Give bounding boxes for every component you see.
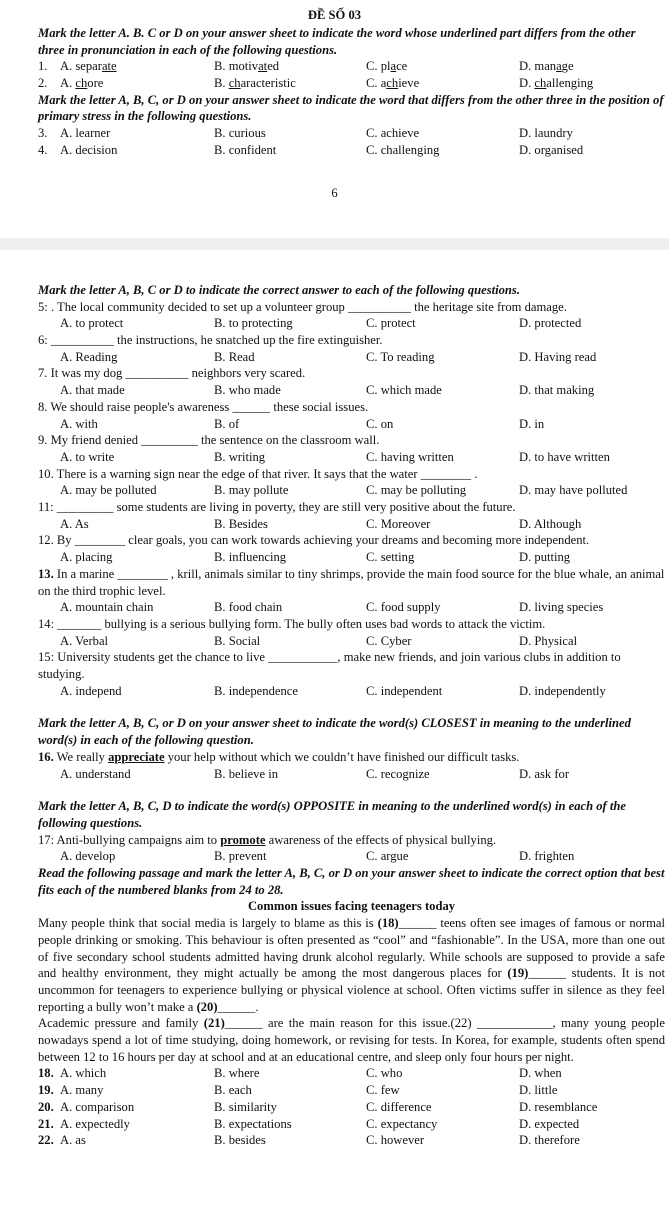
option-d: D. challenging: [519, 76, 594, 91]
instruction-closest-meaning: Mark the letter A, B, C, or D on your answer sheet to indicate the word(s) CLOSEST in meaning to the underlined word(s) in each of the following question.: [38, 716, 631, 748]
option-b: B. Social: [214, 633, 261, 648]
option-b: B. to protecting: [214, 316, 293, 331]
option-c: C. achieve: [366, 126, 420, 141]
option-a: A. decision: [60, 142, 118, 157]
option-a: A. develop: [60, 849, 116, 864]
option-d: D. frighten: [519, 849, 575, 864]
instruction-passage: Read the following passage and mark the letter A, B, C, or D on your answer sheet to indicate the correct option that best fits each of the numbered blanks from 24 to 28.: [38, 866, 665, 897]
option-c: C. independent: [366, 683, 443, 698]
option-d: D. Although: [519, 516, 582, 531]
question-number: 20.: [38, 1099, 54, 1114]
answer-row-19: [38, 1082, 665, 1099]
options-row: [38, 683, 665, 700]
question-stem: 13. In a marine ________ , krill, animals similar to tiny shrimps, provide the main food source for the blue whale, an animal on the third trophic level.: [38, 566, 665, 598]
options-row: [38, 516, 665, 533]
options-row: [38, 416, 665, 433]
option-c: C. food supply: [366, 600, 441, 615]
option-c: C. challenging: [366, 142, 440, 157]
option-d: D. to have written: [519, 449, 610, 464]
option-c: C. expectancy: [366, 1116, 438, 1131]
option-a: A. comparison: [60, 1099, 135, 1114]
option-a: A. understand: [60, 766, 131, 781]
option-d: D. manage: [519, 59, 574, 74]
option-c: C. recognize: [366, 766, 430, 781]
option-a: A. Reading: [60, 349, 118, 364]
option-a: A. As: [60, 516, 89, 531]
option-c: C. few: [366, 1083, 400, 1098]
option-b: B. Read: [214, 349, 255, 364]
option-a: A. as: [60, 1133, 86, 1148]
question-stem: 11: _________ some students are living in poverty, they are still very positive about the future.: [38, 500, 516, 515]
option-d: D. expected: [519, 1116, 580, 1131]
option-b: B. influencing: [214, 550, 287, 565]
option-a: A. Verbal: [60, 633, 109, 648]
option-a: A. many: [60, 1083, 104, 1098]
option-d: D. ask for: [519, 766, 570, 781]
options-row: [38, 633, 665, 650]
option-d: D. in: [519, 416, 545, 431]
option-b: B. besides: [214, 1133, 266, 1148]
page-number: 6: [331, 185, 338, 200]
option-c: C. To reading: [366, 349, 435, 364]
option-a: A. expectedly: [60, 1116, 130, 1131]
option-a: A. learner: [60, 126, 111, 141]
option-b: B. similarity: [214, 1099, 277, 1114]
option-d: D. living species: [519, 600, 604, 615]
option-c: C. on: [366, 416, 394, 431]
option-d: D. little: [519, 1083, 558, 1098]
option-a: A. independ: [60, 683, 122, 698]
options-row: [38, 848, 665, 865]
question-number: 1.: [38, 59, 48, 74]
options-row: [38, 549, 665, 566]
option-a: A. mountain chain: [60, 600, 154, 615]
option-b: B. food chain: [214, 600, 283, 615]
option-c: C. place: [366, 59, 408, 74]
option-a: A. may be polluted: [60, 483, 157, 498]
option-d: D. may have polluted: [519, 483, 628, 498]
question-17: 17: Anti-bullying campaigns aim to promote awareness of the effects of physical bullying.: [38, 832, 497, 847]
answer-row-20: [38, 1099, 665, 1116]
option-b: B. expectations: [214, 1116, 292, 1131]
option-c: C. however: [366, 1133, 425, 1148]
question-stem: 10. There is a warning sign near the edge of that river. It says that the water ________ .: [38, 466, 478, 481]
option-c: C. Moreover: [366, 516, 431, 531]
question-stem: 14: _______ bullying is a serious bullying form. The bully often uses bad words to attack the victim.: [38, 616, 546, 631]
option-c: C. difference: [366, 1099, 432, 1114]
option-d: D. Physical: [519, 633, 578, 648]
option-b: B. motivated: [214, 59, 280, 74]
option-d: D. laundry: [519, 126, 573, 141]
option-c: C. having written: [366, 449, 454, 464]
option-b: B. of: [214, 416, 240, 431]
question-stem: 5: . The local community decided to set up a volunteer group __________ the heritage site from damage.: [38, 299, 567, 314]
page-break: [0, 238, 669, 250]
option-b: B. each: [214, 1083, 252, 1098]
option-c: C. which made: [366, 383, 442, 398]
question-number: 22.: [38, 1133, 54, 1148]
passage-title: Common issues facing teenagers today: [247, 899, 456, 914]
question-stem: 8. We should raise people's awareness ______ these social issues.: [38, 399, 369, 414]
question-number: 18.: [38, 1066, 54, 1081]
answer-row-22: [38, 1132, 665, 1149]
question-stem: 9. My friend denied _________ the sentence on the classroom wall.: [38, 433, 380, 448]
instruction-stress: Mark the letter A, B, C, or D on your answer sheet to indicate the word that differs from the other three in the position of primary stress in the following questions.: [38, 92, 664, 124]
option-b: B. confident: [214, 142, 277, 157]
options-row: [38, 599, 665, 616]
option-b: B. curious: [214, 126, 266, 141]
underlined-word: promote: [220, 832, 266, 847]
question-number: 19.: [38, 1083, 54, 1098]
option-a: A. separate: [60, 59, 117, 74]
underlined-word: appreciate: [108, 749, 165, 764]
question-2: [38, 75, 665, 92]
question-1: [38, 58, 665, 75]
option-d: D. when: [519, 1066, 562, 1081]
answer-row-18: [38, 1065, 665, 1082]
option-d: D. that making: [519, 383, 595, 398]
options-row: [38, 315, 665, 332]
option-d: D. protected: [519, 316, 582, 331]
option-d: D. therefore: [519, 1133, 580, 1148]
answer-options: [38, 1065, 665, 1148]
option-a: A. chore: [60, 76, 104, 91]
option-b: B. characteristic: [214, 76, 296, 91]
question-number: 4.: [38, 142, 48, 157]
question-3: [38, 125, 665, 142]
instruction-opposite-meaning: Mark the letter A, B, C, D to indicate the word(s) OPPOSITE in meaning to the underlined word(s) in each of the following questions.: [38, 799, 626, 830]
options-row: [38, 766, 665, 783]
page-2: [0, 282, 669, 1149]
passage-paragraph-2: Academic pressure and family (21)______ are the main reason for this issue.(22) ____________, many young people nowadays spend a lot of time studying, doing homework, or revising for tests. In Korea, for example, students often spend between 12 to 16 hours per day at school and at an educational centre, and sleep only four hours per night.: [38, 1016, 665, 1064]
option-d: D. independently: [519, 683, 606, 698]
options-row: [38, 482, 665, 499]
option-c: C. Cyber: [366, 633, 412, 648]
question-list: [38, 299, 665, 700]
question-number: 21.: [38, 1116, 54, 1131]
option-a: A. which: [60, 1066, 107, 1081]
page-1: [0, 0, 669, 238]
option-b: B. prevent: [214, 849, 267, 864]
option-d: D. Having read: [519, 349, 597, 364]
option-b: B. believe in: [214, 766, 279, 781]
option-b: B. Besides: [214, 516, 268, 531]
option-c: C. protect: [366, 316, 416, 331]
option-c: C. achieve: [366, 76, 420, 91]
option-c: C. setting: [366, 550, 415, 565]
option-a: A. with: [60, 416, 98, 431]
answer-row-21: [38, 1116, 665, 1133]
question-number: 2.: [38, 76, 48, 91]
option-d: D. resemblance: [519, 1099, 598, 1114]
option-a: A. placing: [60, 550, 113, 565]
question-stem: 7. It was my dog __________ neighbors very scared.: [38, 366, 306, 381]
option-d: D. organised: [519, 142, 584, 157]
option-b: B. independence: [214, 683, 298, 698]
options-row: [38, 349, 665, 366]
question-4: [38, 142, 665, 159]
option-a: A. to protect: [60, 316, 124, 331]
option-d: D. putting: [519, 550, 571, 565]
options-row: [38, 449, 665, 466]
options-row: [38, 382, 665, 399]
option-b: B. writing: [214, 449, 266, 464]
passage-paragraph-1: Many people think that social media is largely to blame as this is (18)______ teens often see images of famous or normal people drinking or smoking. This behaviour is often presented as “cool” and “fashionable”. In the USA, more than one out of five secondary school students admitted having drunk alcohol regularly. While schools are supposed to provide a safe and healthy environment, they might actually be among the most dangerous places for (19)______ students. It is not uncommon for teenagers to experience bullying or physical violence at school. Often victims suffer in silence as they feel reporting a bully won’t make a (20)______.: [38, 916, 666, 1014]
exam-title: ĐỀ SỐ 03: [307, 8, 362, 22]
option-a: A. that made: [60, 383, 125, 398]
question-stem: 12. By ________ clear goals, you can work towards achieving your dreams and becoming more independent.: [38, 533, 590, 548]
option-b: B. who made: [214, 383, 281, 398]
instruction-pronunciation: Mark the letter A. B. C or D on your answer sheet to indicate the word whose underlined part differs from the other three in pronunciation in each of the following questions.: [38, 26, 636, 57]
option-b: B. where: [214, 1066, 260, 1081]
option-c: C. may be polluting: [366, 483, 467, 498]
option-a: A. to write: [60, 449, 115, 464]
option-c: C. who: [366, 1066, 403, 1081]
question-stem: 15: University students get the chance to live ___________, make new friends, and join various clubs in addition to studying.: [38, 650, 621, 682]
option-c: C. argue: [366, 849, 409, 864]
question-16: 16. We really appreciate your help without which we couldn’t have finished our difficult tasks.: [38, 749, 520, 764]
instruction-correct-answer: Mark the letter A, B, C or D to indicate the correct answer to each of the following questions.: [38, 283, 520, 297]
option-b: B. may pollute: [214, 483, 289, 498]
question-stem: 6: __________ the instructions, he snatched up the fire extinguisher.: [38, 333, 383, 348]
question-number: 3.: [38, 126, 48, 141]
